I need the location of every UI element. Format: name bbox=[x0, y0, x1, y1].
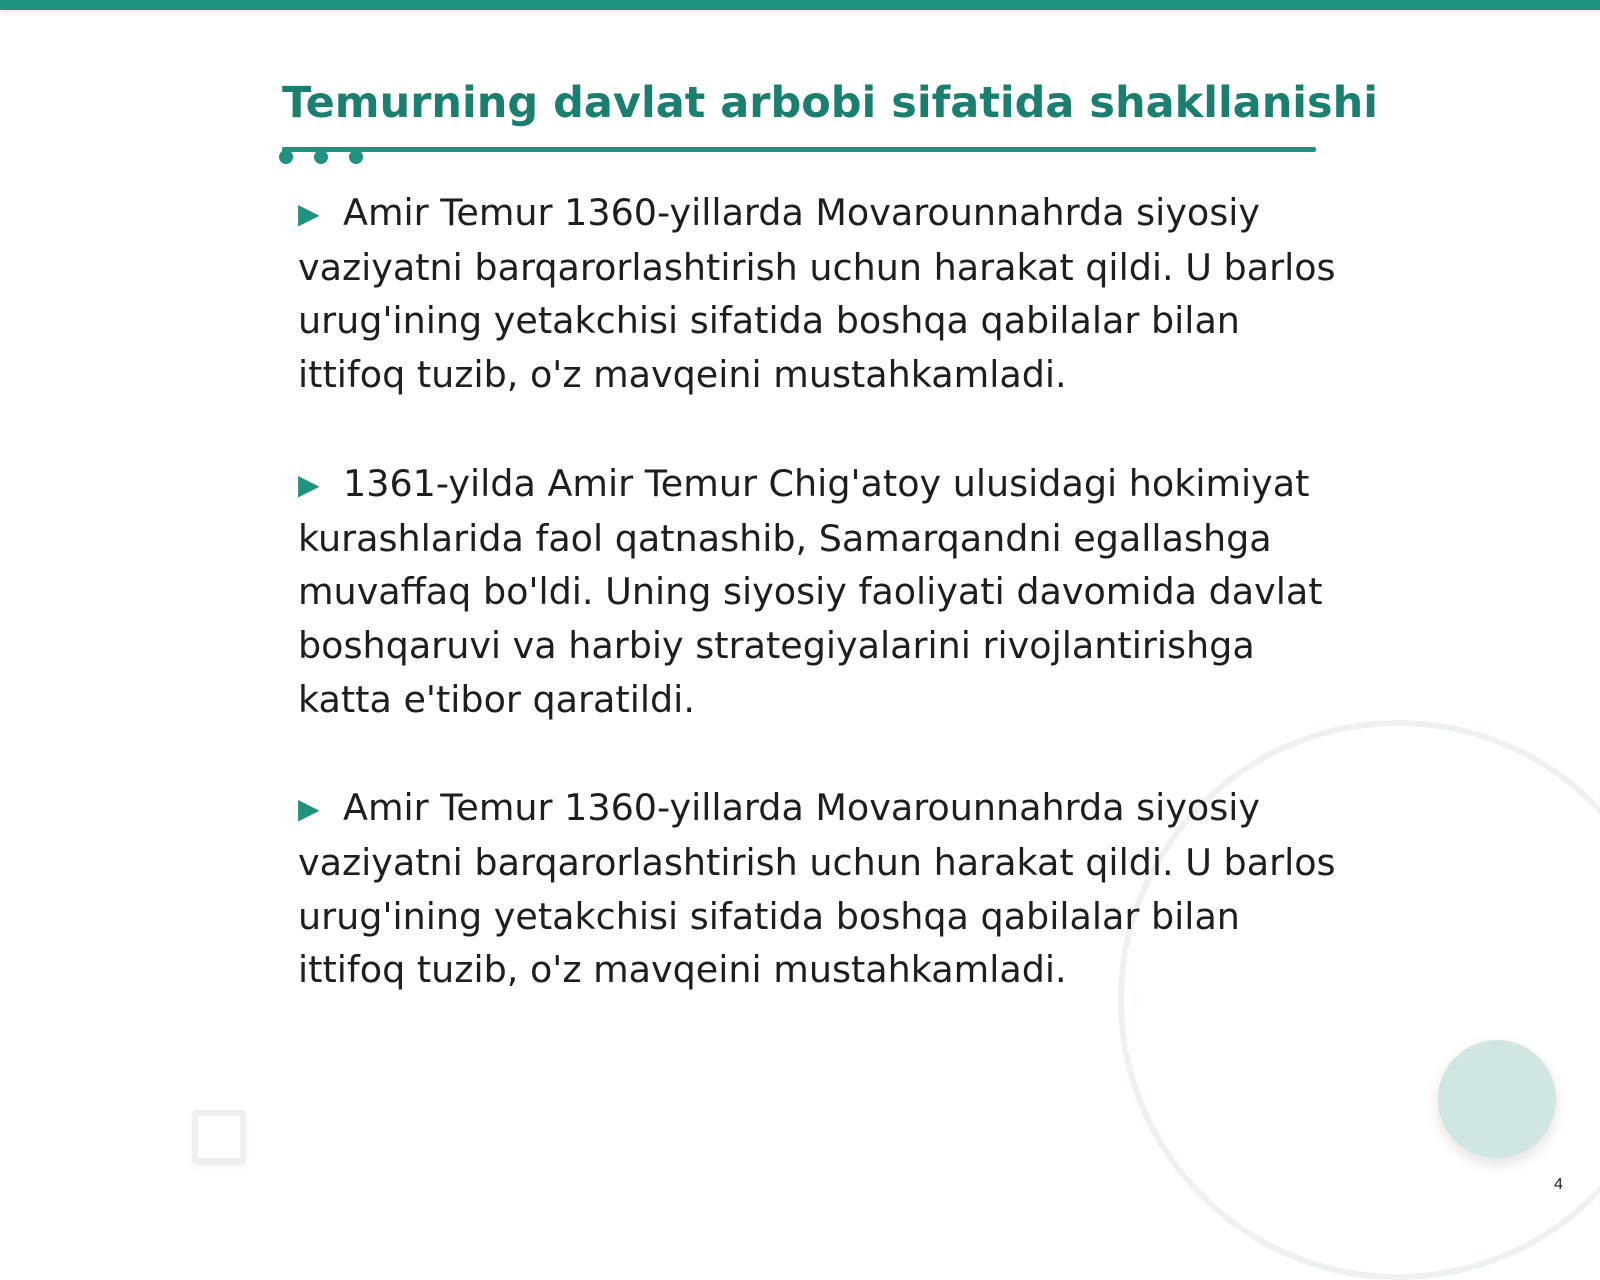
underline-dot bbox=[314, 150, 328, 164]
underline-dot bbox=[349, 150, 363, 164]
underline-dot bbox=[279, 150, 293, 164]
bullet-item bbox=[298, 457, 1338, 727]
bullet-list bbox=[298, 186, 1338, 1052]
play-arrow-icon: ▶ bbox=[298, 467, 320, 501]
bullet-item bbox=[298, 781, 1338, 997]
top-accent-bar bbox=[0, 0, 1600, 10]
bullet-text: Amir Temur 1360-yillarda Movarounnahrda siyosiy vaziyatni barqarorlashtirish uchun harakat qildi. U barlos urug'ining yetakchisi sifatida boshqa qabilalar bilan ittifoq tuzib, o'z mavqeini mustahkamladi. bbox=[298, 191, 1336, 397]
decorative-circle bbox=[1438, 1040, 1556, 1158]
bullet-text: 1361-yilda Amir Temur Chig'atoy ulusidagi hokimiyat kurashlarida faol qatnashib, Samarqandni egallashga muvaffaq bo'ldi. Uning siyosiy faoliyati davomida davlat boshqaruvi va harbiy strategiyalarini rivojlantirishga katta e'tibor qaratildi. bbox=[298, 461, 1323, 721]
bullet-item bbox=[298, 186, 1338, 402]
slide-title: Temurning davlat arbobi sifatida shakllanishi bbox=[282, 78, 1378, 128]
decorative-square bbox=[192, 1110, 246, 1164]
play-arrow-icon: ▶ bbox=[298, 197, 320, 230]
page-number: 4 bbox=[1554, 1176, 1563, 1193]
title-underline bbox=[282, 147, 1316, 152]
play-arrow-icon: ▶ bbox=[298, 792, 320, 826]
bullet-text: Amir Temur 1360-yillarda Movarounnahrda siyosiy vaziyatni barqarorlashtirish uchun harakat qildi. U barlos urug'ining yetakchisi sifatida boshqa qabilalar bilan ittifoq tuzib, o'z mavqeini mustahkamladi. bbox=[298, 786, 1336, 992]
